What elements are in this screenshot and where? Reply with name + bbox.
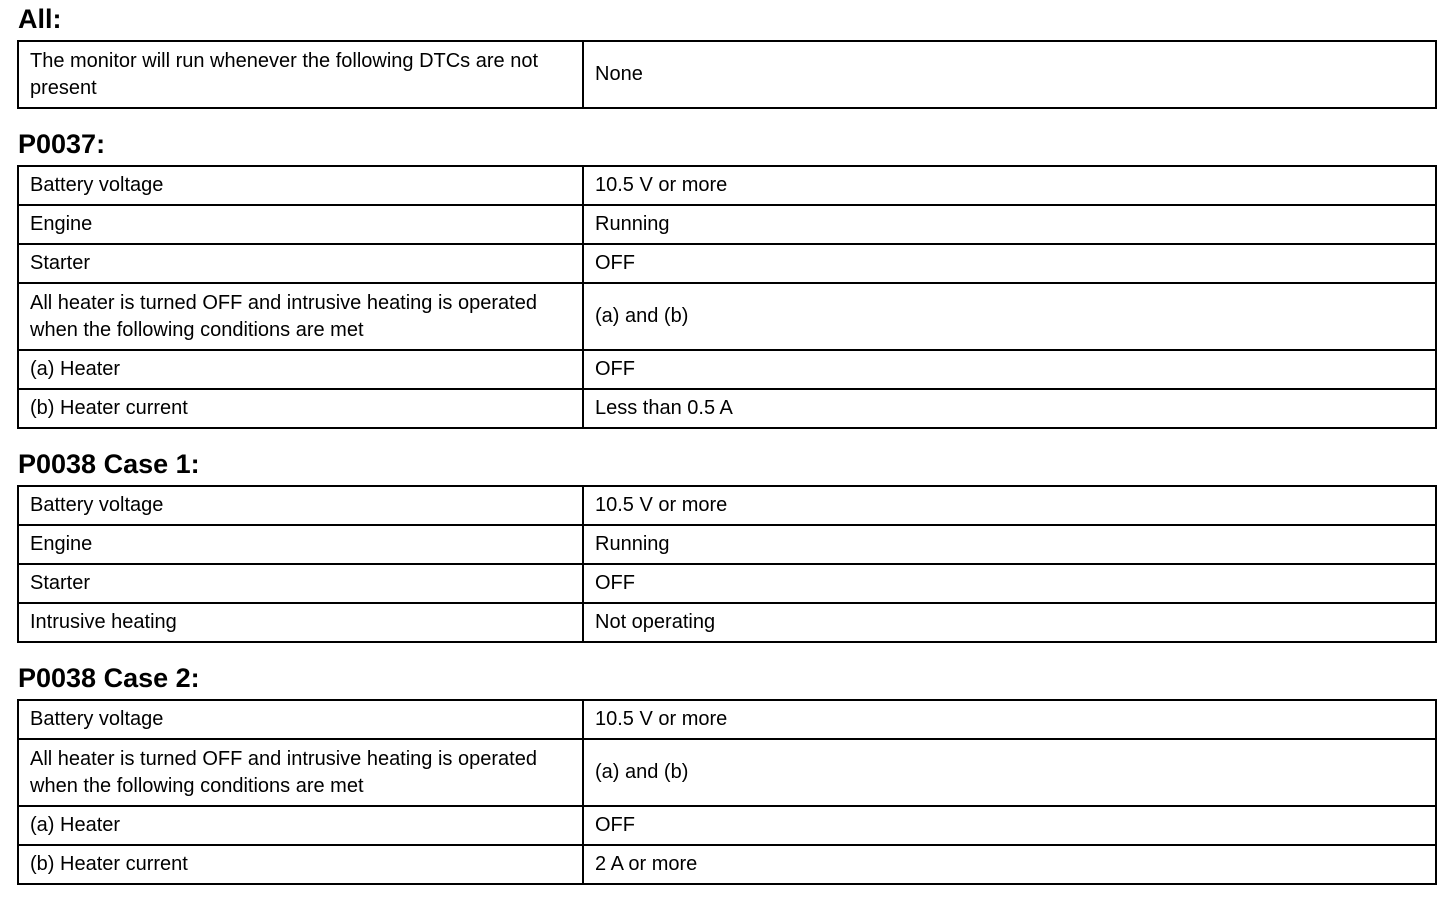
condition-value: (a) and (b) bbox=[583, 739, 1436, 806]
table-row bbox=[18, 564, 1436, 603]
condition-item: (b) Heater current bbox=[18, 389, 583, 428]
condition-item: (a) Heater bbox=[18, 350, 583, 389]
condition-item: (a) Heater bbox=[18, 806, 583, 845]
table-row bbox=[18, 806, 1436, 845]
table-row bbox=[18, 244, 1436, 283]
section-title-p0038-case-2: P0038 Case 2: bbox=[18, 663, 200, 693]
condition-value: 10.5 V or more bbox=[583, 166, 1436, 205]
table-row bbox=[18, 166, 1436, 205]
table-p0038-case-2 bbox=[17, 699, 1437, 885]
table-p0038-case-1 bbox=[17, 485, 1437, 643]
section-title-p0038-case-1: P0038 Case 1: bbox=[18, 449, 200, 479]
condition-value: OFF bbox=[583, 564, 1436, 603]
condition-item: Starter bbox=[18, 564, 583, 603]
table-row bbox=[18, 525, 1436, 564]
condition-value: OFF bbox=[583, 350, 1436, 389]
condition-item: The monitor will run whenever the following DTCs are not present bbox=[18, 41, 583, 108]
condition-item: Battery voltage bbox=[18, 486, 583, 525]
condition-value: None bbox=[583, 41, 1436, 108]
table-row bbox=[18, 389, 1436, 428]
condition-item: (b) Heater current bbox=[18, 845, 583, 884]
condition-value: Running bbox=[583, 525, 1436, 564]
condition-item: Engine bbox=[18, 525, 583, 564]
condition-value: (a) and (b) bbox=[583, 283, 1436, 350]
condition-value: Not operating bbox=[583, 603, 1436, 642]
table-row bbox=[18, 205, 1436, 244]
condition-item: All heater is turned OFF and intrusive heating is operated when the following conditions are met bbox=[18, 739, 583, 806]
table-row bbox=[18, 700, 1436, 739]
table-row bbox=[18, 350, 1436, 389]
condition-item: Intrusive heating bbox=[18, 603, 583, 642]
table-row bbox=[18, 845, 1436, 884]
table-all bbox=[17, 40, 1437, 109]
condition-value: 10.5 V or more bbox=[583, 700, 1436, 739]
condition-value: 10.5 V or more bbox=[583, 486, 1436, 525]
table-row bbox=[18, 739, 1436, 806]
condition-value: 2 A or more bbox=[583, 845, 1436, 884]
condition-value: OFF bbox=[583, 806, 1436, 845]
condition-item: All heater is turned OFF and intrusive heating is operated when the following conditions are met bbox=[18, 283, 583, 350]
condition-item: Starter bbox=[18, 244, 583, 283]
condition-value: OFF bbox=[583, 244, 1436, 283]
table-row bbox=[18, 41, 1436, 108]
table-row bbox=[18, 603, 1436, 642]
section-title-all: All: bbox=[18, 4, 62, 34]
condition-item: Battery voltage bbox=[18, 700, 583, 739]
table-p0037 bbox=[17, 165, 1437, 429]
condition-item: Engine bbox=[18, 205, 583, 244]
condition-value: Running bbox=[583, 205, 1436, 244]
table-row bbox=[18, 486, 1436, 525]
table-row bbox=[18, 283, 1436, 350]
section-title-p0037: P0037: bbox=[18, 129, 106, 159]
condition-item: Battery voltage bbox=[18, 166, 583, 205]
condition-value: Less than 0.5 A bbox=[583, 389, 1436, 428]
